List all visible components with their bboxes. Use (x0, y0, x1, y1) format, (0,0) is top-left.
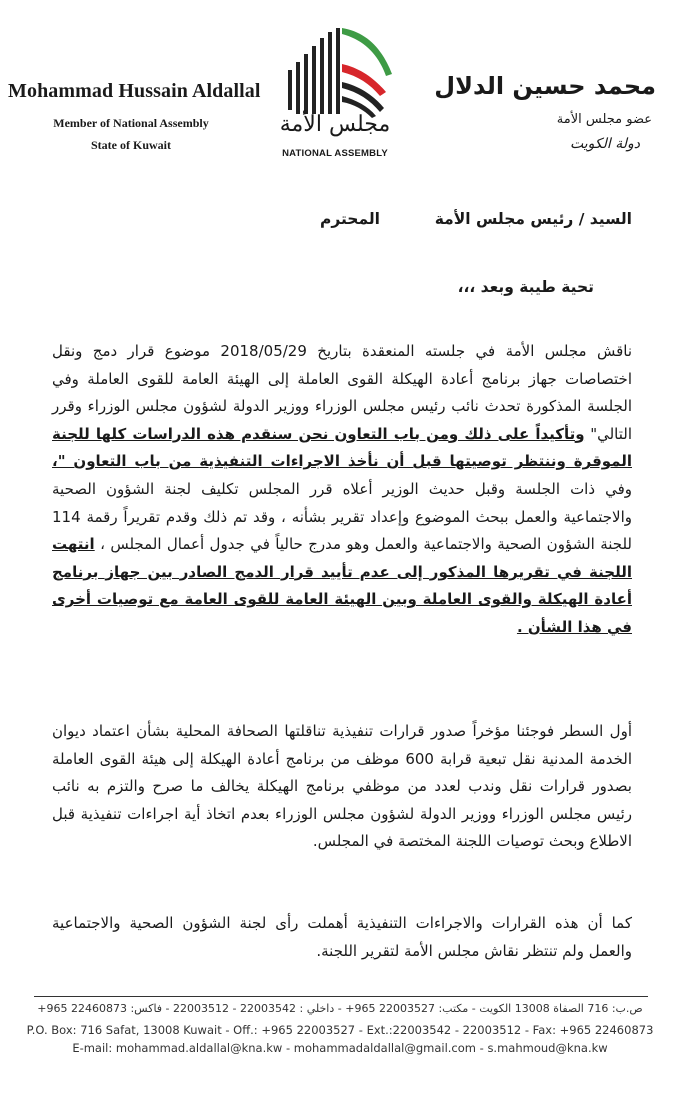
body-paragraph-2 (52, 718, 632, 856)
footer-emails: E-mail: mohammad.aldallal@kna.kw - mohammadaldallal@gmail.com - s.mahmoud@kna.kw (72, 1041, 608, 1055)
recipient-honorific: المحترم (319, 210, 380, 228)
footer-address-arabic: ص.ب: 716 الصفاة 13008 الكويت - مكتب: 22003527 965+ - داخلي : 22003542 - 22003512 - فاكس: 22460873 965+ (37, 1002, 643, 1015)
sender-title-english: Member of National Assembly (53, 116, 209, 130)
minister-quote: وتأكيداً على ذلك ومن باب التعاون نحن سنقدم هذه الدراسات كلها للجنة الموقرة وننتظر توصيتها قبل أن نأخذ الاجراءات التنفيذية من باب التعاون "، (52, 424, 632, 471)
sender-title-arabic: عضو مجلس الأمة (556, 112, 652, 127)
committee-conclusion: انتهت اللجنة في تقريرها المذكور إلى عدم تأييد قرار الدمج الصادر بين جهاز برنامج أعادة الهيكلة والقوى العاملة وبين الهيئة العامة للقوى العامة مع توصيات أخرى في هذا الشأن . (52, 535, 632, 636)
sender-state-arabic: دولة الكويت (570, 136, 640, 152)
footer-address-english: P.O. Box: 716 Safat, 13008 Kuwait - Off.: +965 22003527 - Ext.:22003542 - 22003512 - Fax: +965 22460873 (26, 1023, 654, 1037)
body-paragraph-1 (52, 338, 632, 642)
logo-english-text: NATIONAL ASSEMBLY (282, 148, 388, 159)
paragraph-1-intro: ناقش مجلس الأمة في جلسته المنعقدة بتاريخ 2018/05/29 موضوع قرار دمج ونقل اختصاصات جهاز برنامج أعادة الهيكلة القوى العاملة إلى الهيئة العامة للقوى العاملة وفي الجلسة المذكورة تحدث نائب رئيس مجلس الوزراء ووزير الدولة لشؤون مجلس الوزراء وقرر التالي" (52, 342, 633, 443)
sender-state-english: State of Kuwait (91, 138, 171, 152)
footer-divider (34, 996, 648, 997)
paragraph-3-text: كما أن هذه القرارات والاجراءات التنفيذية أهملت رأى لجنة الشؤون الصحية والاجتماعية والعمل ولم تنتظر نقاش مجلس الأمة لتقرير اللجنة. (52, 914, 632, 960)
paragraph-1-middle: وفي ذات الجلسة وقبل حديث الوزير أعلاه قرر المجلس تكليف لجنة الشؤون الصحية والاجتماعية والعمل ببحث الموضوع وإعداد تقرير بشأنه ، وقد تم ذلك وقدم تقريراً رقمة 114 للجنة الشؤون الصحية والاجتماعية والعمل وهو مدرج حالياً في جدول أعمال المجلس ، (52, 479, 632, 554)
national-assembly-emblem-icon (270, 22, 400, 162)
sender-name-english: Mohammad Hussain Aldallal (8, 80, 261, 102)
greeting: تحية طيبة وبعد ،،، (457, 278, 594, 296)
paragraph-2-text: أول السطر فوجئنا مؤخراً صدور قرارات تنفيذية تناقلتها الصحافة المحلية بشأن اعتماد ديوان الخدمة المدنية نقل تبعية قرابة 600 موظف من برنامج أعادة الهيكلة إلى هيئة القوى العاملة بصدور قرارات نقل وندب لعدد من موظفي برنامج الهيكلة يخالف ما صرح والتزم به نائب رئيس مجلس الوزراء ووزير الدولة لشؤون مجلس الوزراء بعدم اتخاذ أية اجراءات تنفيذية قبل الاطلاع وبحث توصيات اللجنة المختصة في المجلس. (52, 722, 633, 851)
recipient-line: السيد / رئيس مجلس الأمة (434, 210, 632, 228)
logo-arabic-text: مجلس الأمة (279, 112, 391, 137)
sender-name-arabic: محمد حسين الدلال (434, 72, 656, 100)
body-paragraph-3 (52, 910, 632, 965)
